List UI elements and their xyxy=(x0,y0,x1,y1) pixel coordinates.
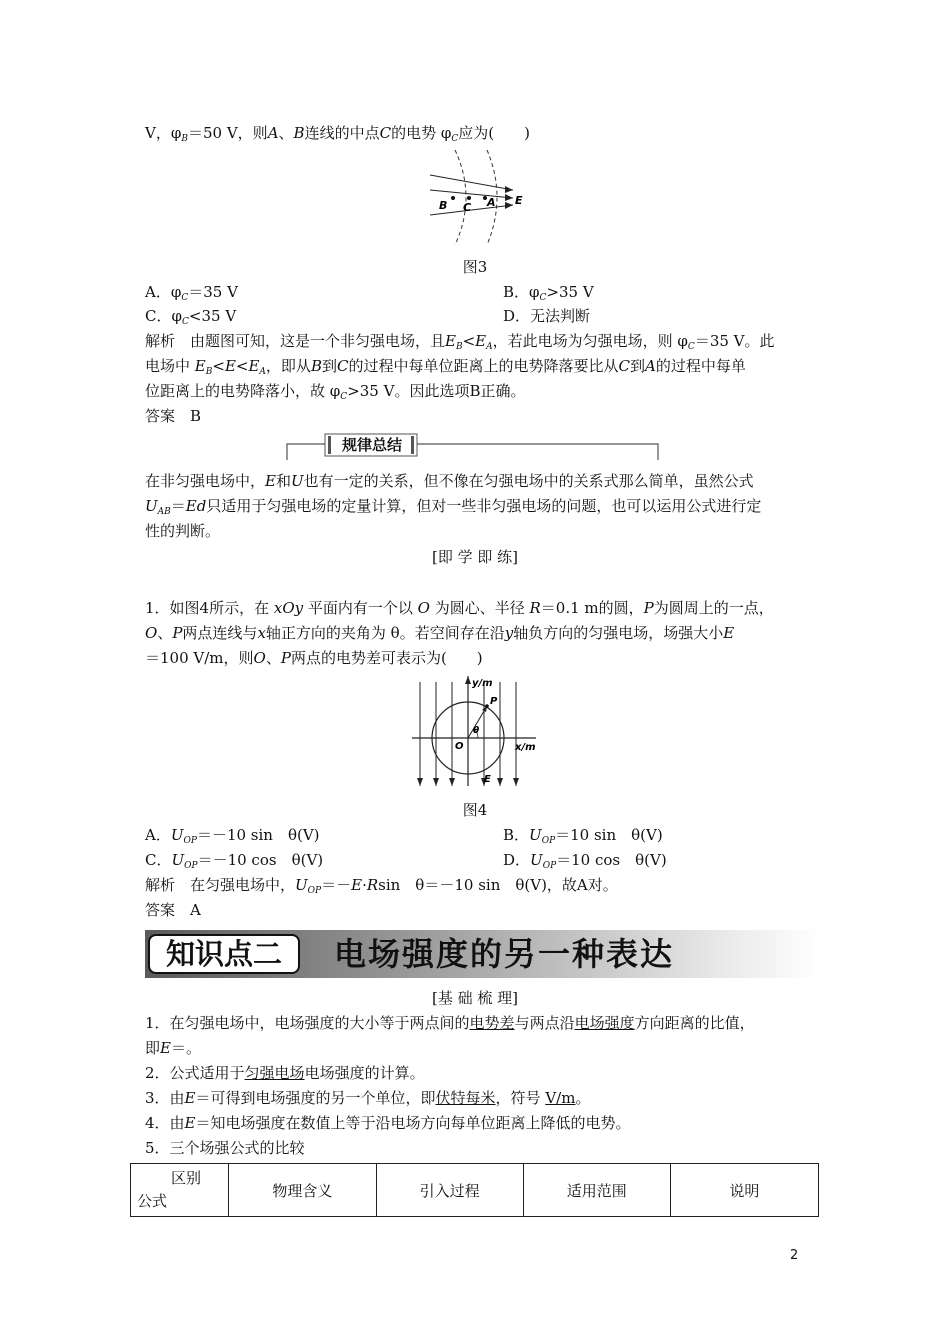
option-b[interactable]: B．$\varphi_C>35$ V xyxy=(503,283,594,303)
axis-label-y: y/m xyxy=(472,678,493,689)
option-c[interactable]: C．$\varphi_C<35$ V xyxy=(145,307,237,327)
option-a[interactable]: A．$\varphi_C=35$ V xyxy=(145,283,238,303)
corner-top-label: 区别 xyxy=(171,1169,202,1187)
summary-line-3: 性的判断。 xyxy=(145,522,221,540)
basics-heading: [基 础 梳 理] xyxy=(431,989,518,1007)
table-header-cell: 说明 xyxy=(670,1164,818,1217)
label-theta: θ xyxy=(473,726,480,736)
label-c: C xyxy=(463,201,472,214)
q1-answer: 答案 A xyxy=(145,901,201,919)
figure-4-circle-field xyxy=(412,674,542,790)
q1-line-1: 1．如图4所示，在 xOy 平面内有一个以 O 为圆心、半径 R＝0.1 m的圆，P为圆周上的一点， xyxy=(145,599,774,617)
q1-line-2: O、P两点连线与x轴正方向的夹角为 θ。若空间存在沿y轴负方向的匀强电场，场强大小E xyxy=(145,624,735,642)
question-stem-line: V，$\varphi_B=50$ V，则A、B连线的中点C的电势 $\varphi_C$应为( ) xyxy=(145,124,530,144)
practice-heading: [即 学 即 练] xyxy=(431,548,518,566)
q1-analysis: 解析 在匀强电场中，$U_{OP}=-E\cdot Rsin$ θ＝－10 sin θ(V)，故A对。 xyxy=(145,876,618,896)
option-d[interactable]: D．无法判断 xyxy=(503,307,591,325)
axis-label-x: x/m xyxy=(515,742,536,753)
q1-option-b[interactable]: B．$U_{OP}=10$ sin θ(V) xyxy=(503,826,663,846)
section-title: 电场强度的另一种表达 xyxy=(334,935,675,973)
corner-bottom-label: 公式 xyxy=(137,1192,168,1210)
comparison-table xyxy=(130,1163,819,1217)
label-e: E xyxy=(515,194,523,207)
section-tag: 知识点二 xyxy=(148,934,300,974)
analysis-line-1: 解析 由题图可知，这是一个非匀强电场，且$E_B<E_A$，若此电场为匀强电场，则 $\varphi_C=35$ V。此 xyxy=(145,332,775,352)
figure-3-caption: 图3 xyxy=(462,258,488,276)
basics-item-1-cont: 即E＝。 xyxy=(145,1039,201,1057)
q1-option-a[interactable]: A．$U_{OP}=-10$ sin θ(V) xyxy=(145,826,320,846)
summary-line-1: 在非匀强电场中，E和U也有一定的关系，但不像在匀强电场中的关系式那么简单，虽然公式 xyxy=(145,472,754,490)
answer-line: 答案 B xyxy=(145,407,202,425)
label-p: P xyxy=(490,696,498,707)
analysis-line-2: 电场中 $E_B<E<E_A$，即从B到C的过程中每单位距离上的电势降落要比从C到A的过程中每单 xyxy=(145,357,746,377)
table-header-cell: 适用范围 xyxy=(523,1164,670,1217)
q1-line-3: ＝100 V/m，则O、P两点的电势差可表示为( ) xyxy=(145,649,483,667)
q1-option-d[interactable]: D．$U_{OP}=10$ cos θ(V) xyxy=(503,851,667,871)
basics-item-3: 3．由E＝可得到电场强度的另一个单位，即伏特每米，符号 V/m。 xyxy=(145,1089,591,1107)
q1-option-c[interactable]: C．$U_{OP}=-10$ cos θ(V) xyxy=(145,851,324,871)
figure-3-field-lines xyxy=(415,145,535,250)
page-number: 2 xyxy=(790,1248,799,1263)
label-a: A xyxy=(487,196,496,209)
basics-item-2: 2．公式适用于匀强电场电场强度的计算。 xyxy=(145,1064,425,1082)
summary-badge: 规律总结 xyxy=(341,436,402,454)
table-corner-cell xyxy=(131,1164,229,1217)
figure-4-caption: 图4 xyxy=(462,801,488,819)
table-header-cell: 物理含义 xyxy=(229,1164,376,1217)
label-e: E xyxy=(484,774,491,785)
analysis-line-3: 位距离上的电势降落小，故 $\varphi_C>35$ V。因此选项B正确。 xyxy=(145,382,526,402)
label-o: O xyxy=(455,741,464,752)
basics-item-1: 1．在匀强电场中，电场强度的大小等于两点间的电势差与两点沿电场强度方向距离的比值， xyxy=(145,1014,755,1032)
basics-item-4: 4．由E＝知电场强度在数值上等于沿电场方向每单位距离上降低的电势。 xyxy=(145,1114,631,1132)
table-header-row xyxy=(131,1164,819,1217)
summary-line-2: $U_{AB}=Ed$只适用于匀强电场的定量计算，但对一些非匀强电场的问题，也可以运用公式进行定 xyxy=(145,497,762,517)
table-header-cell: 引入过程 xyxy=(376,1164,523,1217)
label-b: B xyxy=(439,199,448,212)
basics-item-5: 5．三个场强公式的比较 xyxy=(145,1139,305,1157)
